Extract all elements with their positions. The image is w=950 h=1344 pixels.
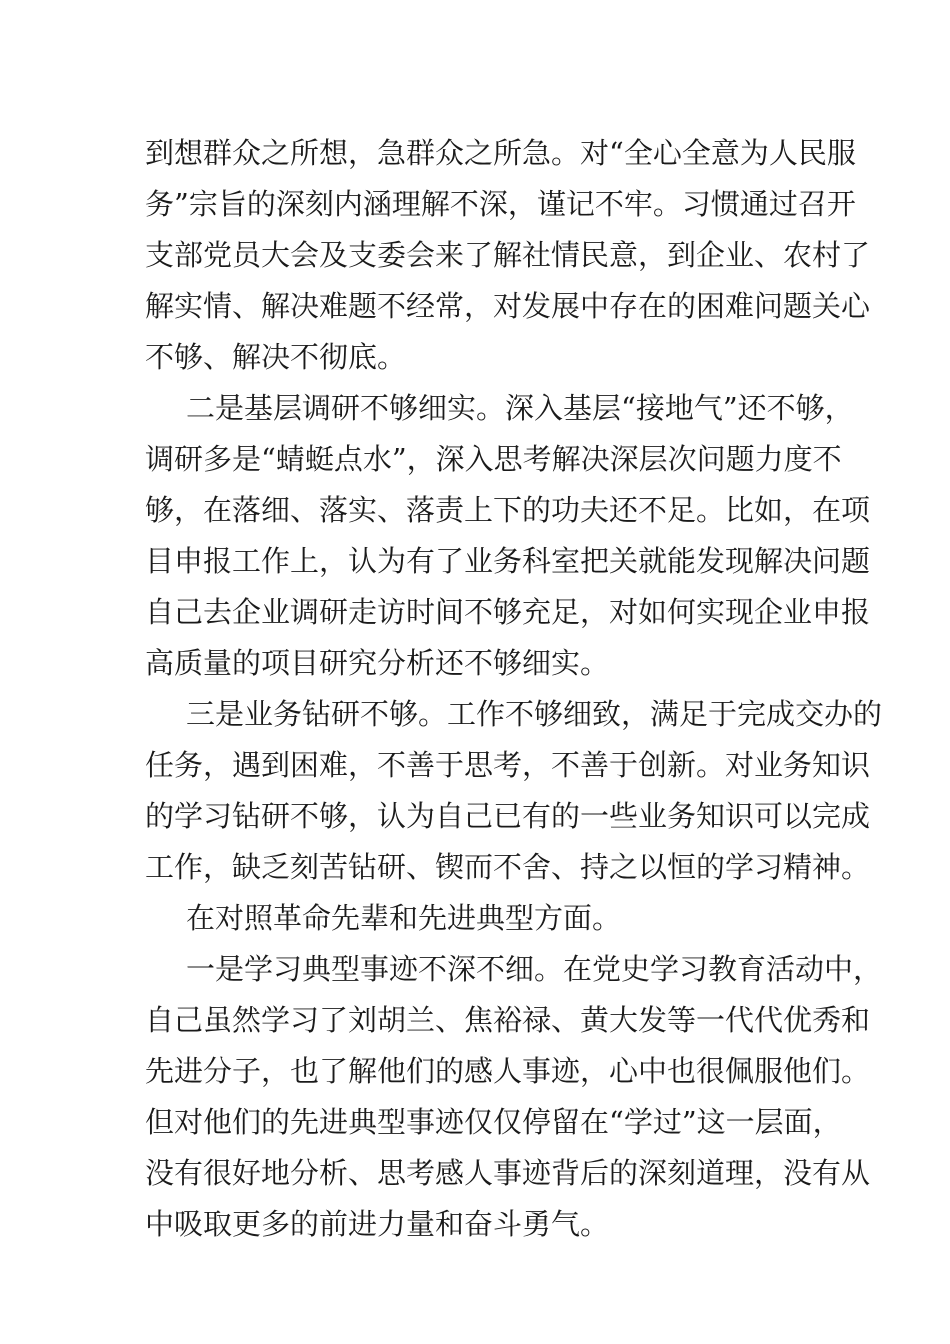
text-line: 工作，缺乏刻苦钻研、锲而不舍、持之以恒的学习精神。 (145, 850, 871, 884)
text-line: 自己去企业调研走访时间不够充足，对如何实现企业申报 (145, 595, 871, 629)
text-line: 目申报工作上，认为有了业务科室把关就能发现解决问题 (145, 544, 871, 578)
text-line: 没有很好地分析、思考感人事迹背后的深刻道理，没有从 (145, 1156, 871, 1190)
text-line: 调研多是“蜻蜓点水”，深入思考解决深层次问题力度不 (145, 442, 842, 476)
text-line: 够，在落细、落实、落责上下的功夫还不足。比如，在项 (145, 493, 871, 527)
text-line: 先进分子，也了解他们的感人事迹，心中也很佩服他们。 (145, 1054, 871, 1088)
paragraph-heading-line: 一是学习典型事迹不深不细。在党史学习教育活动中， (186, 952, 883, 986)
text-line: 支部党员大会及支委会来了解社情民意，到企业、农村了 (145, 238, 871, 272)
text-line: 不够、解决不彻底。 (145, 340, 407, 374)
text-line: 解实情、解决难题不经常，对发展中存在的困难问题关心 (145, 289, 871, 323)
text-line: 任务，遇到困难，不善于思考，不善于创新。对业务知识 (145, 748, 871, 782)
text-line: 自己虽然学习了刘胡兰、焦裕禄、黄大发等一代代优秀和 (145, 1003, 871, 1037)
text-line: 高质量的项目研究分析还不够细实。 (145, 646, 610, 680)
paragraph-heading-line: 二是基层调研不够细实。深入基层“接地气”还不够， (186, 391, 854, 425)
section-heading-line: 在对照革命先辈和先进典型方面。 (186, 901, 622, 935)
text-line: 中吸取更多的前进力量和奋斗勇气。 (145, 1207, 610, 1241)
paragraph-heading-line: 三是业务钻研不够。工作不够细致，满足于完成交办的 (186, 697, 883, 731)
body-text (145, 128, 883, 1250)
text-line: 到想群众之所想，急群众之所急。对“全心全意为人民服 (145, 136, 856, 170)
text-line: 务”宗旨的深刻内涵理解不深，谨记不牢。习惯通过召开 (145, 187, 856, 221)
text-line: 的学习钻研不够，认为自己已有的一些业务知识可以完成 (145, 799, 871, 833)
text-line: 但对他们的先进典型事迹仅仅停留在“学过”这一层面， (145, 1105, 842, 1139)
